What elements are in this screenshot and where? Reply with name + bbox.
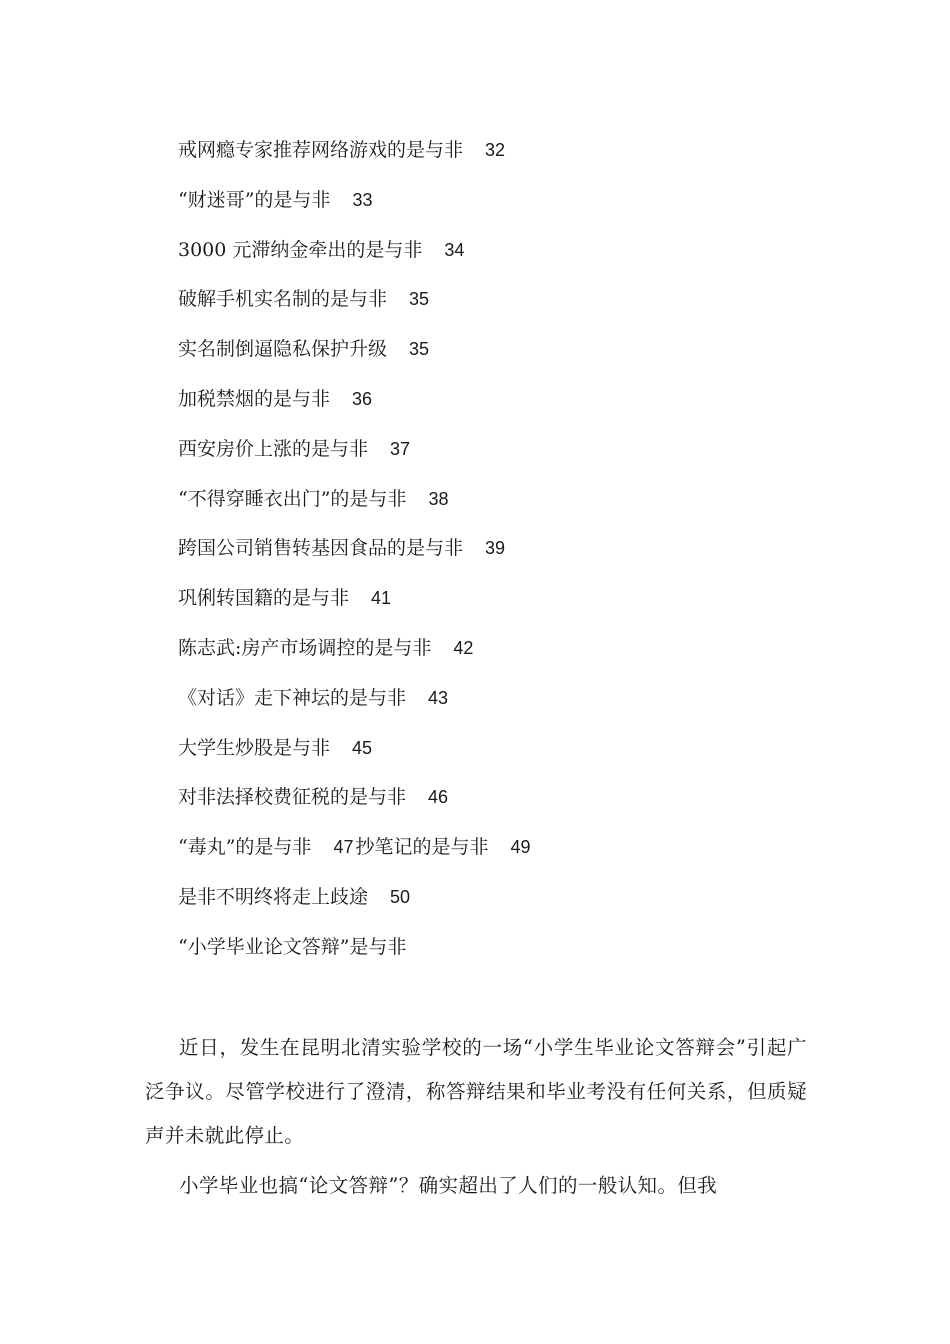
body-paragraph: 小学毕业也搞“论文答辩”？确实超出了人们的一般认知。但我 bbox=[179, 1174, 718, 1197]
toc-entry[interactable] bbox=[178, 234, 818, 284]
toc-entry[interactable] bbox=[178, 732, 818, 782]
toc-entry-title: 抄笔记的是与非 bbox=[355, 836, 489, 859]
toc-entry-page: 45 bbox=[352, 737, 373, 758]
toc-entry-page: 34 bbox=[444, 239, 465, 260]
toc-entry[interactable] bbox=[178, 881, 818, 931]
toc-entry[interactable] bbox=[178, 383, 818, 433]
toc-entry-title: “财迷哥”的是与非 bbox=[178, 188, 331, 211]
toc-entry-title: 西安房价上涨的是与非 bbox=[178, 437, 369, 460]
toc-entry[interactable] bbox=[178, 682, 818, 732]
toc-entry-title: 3000 元滞纳金牵出的是与非 bbox=[178, 238, 423, 261]
article-body bbox=[145, 1026, 807, 1214]
toc-entry[interactable] bbox=[178, 532, 818, 582]
toc-entry[interactable] bbox=[178, 632, 818, 682]
toc-entry-title: 戒网瘾专家推荐网络游戏的是与非 bbox=[178, 139, 464, 161]
toc-entry[interactable] bbox=[178, 184, 818, 234]
toc-entry-page: 43 bbox=[428, 687, 449, 708]
toc-entry-page: 49 bbox=[510, 837, 531, 858]
toc-entry-page: 35 bbox=[409, 339, 430, 360]
toc-entry-title: 陈志武:房产市场调控的是与非 bbox=[178, 636, 432, 659]
toc-entry[interactable] bbox=[178, 831, 818, 881]
toc-entry-title: “不得穿睡衣出门”的是与非 bbox=[178, 487, 407, 510]
toc-entry-page: 41 bbox=[371, 588, 392, 609]
toc-entry[interactable] bbox=[178, 283, 818, 333]
toc-entry-title: 破解手机实名制的是与非 bbox=[178, 288, 388, 311]
toc-entry[interactable] bbox=[178, 781, 818, 831]
body-paragraph: 近日，发生在昆明北清实验学校的一场“小学生毕业论文答辩会”引起广泛争议。尽管学校进行了澄清，称答辩结果和毕业考没有任何关系，但质疑声并未就此停止。 bbox=[145, 1036, 807, 1147]
toc-entry-title: “毒丸”的是与非 bbox=[178, 836, 312, 859]
toc-entry[interactable] bbox=[178, 333, 818, 383]
toc-entry[interactable] bbox=[178, 483, 818, 533]
toc-entry-page: 33 bbox=[352, 189, 373, 210]
toc-entry-title: 大学生炒股是与非 bbox=[178, 736, 331, 759]
toc-entry-page: 42 bbox=[453, 637, 474, 658]
toc-entry-page: 46 bbox=[428, 787, 449, 808]
toc-entry-page: 35 bbox=[409, 289, 430, 310]
toc-entry-page: 38 bbox=[428, 488, 449, 509]
table-of-contents bbox=[178, 134, 818, 981]
toc-entry[interactable] bbox=[178, 931, 818, 981]
toc-entry-title: 加税禁烟的是与非 bbox=[178, 387, 331, 410]
toc-entry[interactable] bbox=[178, 134, 818, 184]
toc-entry-title: 巩俐转国籍的是与非 bbox=[178, 587, 350, 610]
toc-entry-page: 37 bbox=[390, 438, 411, 459]
toc-entry-page: 32 bbox=[485, 140, 506, 160]
toc-entry-title: 是非不明终将走上歧途 bbox=[178, 885, 369, 908]
toc-entry-page: 39 bbox=[485, 538, 506, 559]
toc-entry-title: “小学毕业论文答辩”是与非 bbox=[178, 935, 407, 958]
toc-entry[interactable] bbox=[178, 582, 818, 632]
toc-entry-page: 50 bbox=[390, 886, 411, 907]
toc-entry-page: 36 bbox=[352, 388, 373, 409]
toc-entry[interactable] bbox=[178, 433, 818, 483]
toc-entry-title: 跨国公司销售转基因食品的是与非 bbox=[178, 537, 464, 560]
toc-entry-page: 47 bbox=[333, 837, 354, 858]
toc-entry-title: 对非法择校费征税的是与非 bbox=[178, 786, 407, 809]
toc-entry-title: 《对话》走下神坛的是与非 bbox=[178, 686, 407, 709]
toc-entry-title: 实名制倒逼隐私保护升级 bbox=[178, 338, 388, 361]
